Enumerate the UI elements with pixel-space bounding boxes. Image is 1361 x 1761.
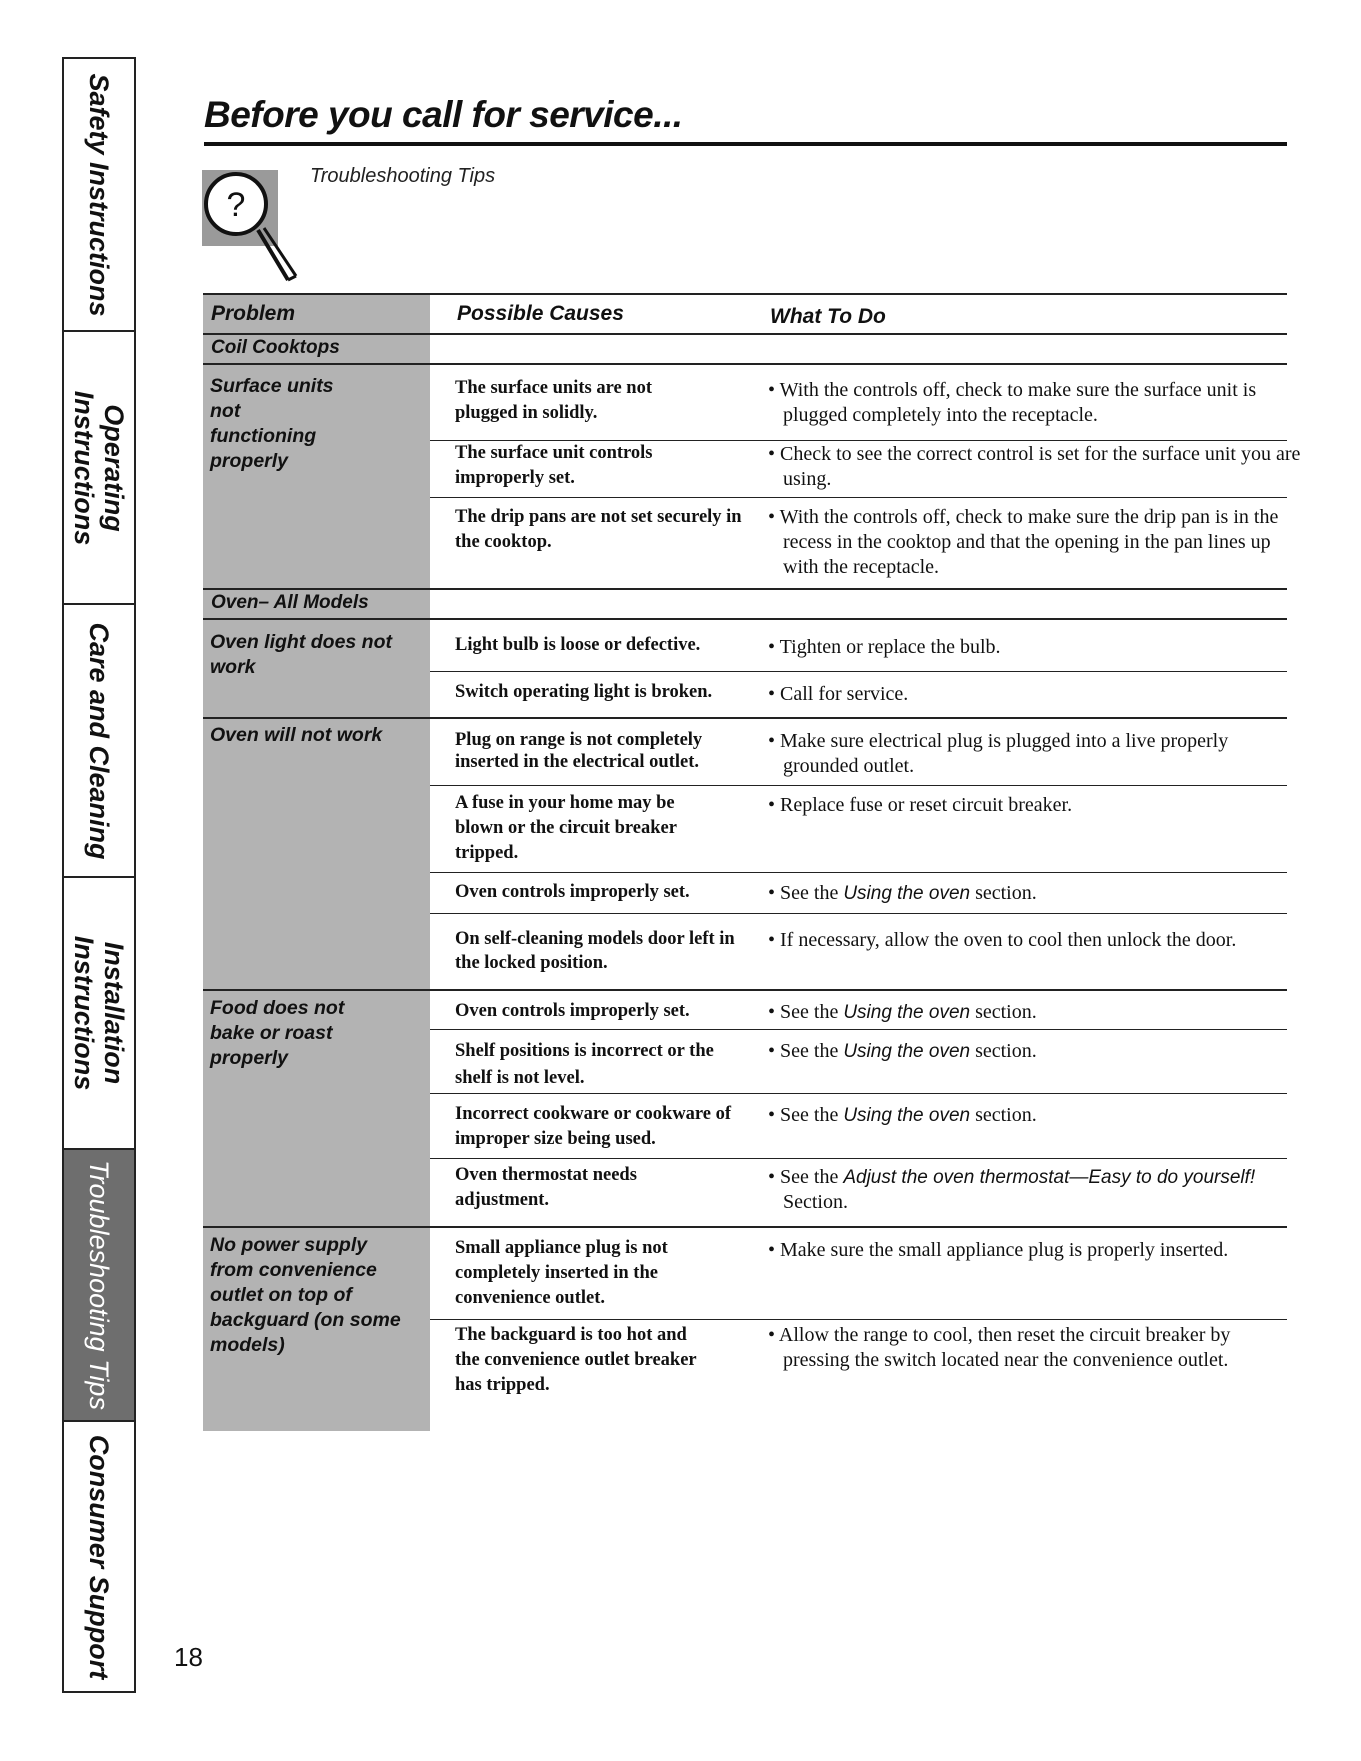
cause-text: Incorrect cookware or cookware of improper size being used. xyxy=(455,1104,732,1149)
todo-text: • See the Using the oven section. xyxy=(768,1001,1037,1023)
title-rule xyxy=(204,142,1287,146)
side-tab-operating-instructions[interactable] xyxy=(64,332,134,605)
todo-text: • Call for service. xyxy=(768,683,909,705)
row-rule xyxy=(430,1319,1287,1320)
todo-text: • With the controls off, check to make sure the surface unit is plugged completely into the receptacle. xyxy=(768,379,1257,426)
side-tabs xyxy=(62,57,136,1693)
todo-text: • Replace fuse or reset circuit breaker. xyxy=(768,794,1073,816)
side-tab-care-and-cleaning[interactable] xyxy=(64,605,134,878)
todo-text: • With the controls off, check to make sure the drip pan is in the recess in the cooktop and that the opening in the pan lines up with the receptacle. xyxy=(768,506,1279,578)
todo-text: • Check to see the correct control is set for the surface unit you are using. xyxy=(768,443,1301,490)
cause-text: On self-cleaning models door left in the locked position. xyxy=(455,929,735,973)
page-number: 18 xyxy=(174,1642,203,1672)
cause-text: The surface unit controls improperly set. xyxy=(455,443,653,488)
row-rule xyxy=(430,872,1287,873)
header-what-to-do: What To Do xyxy=(770,305,886,328)
side-tab-installation-instructions[interactable] xyxy=(64,878,134,1150)
cause-text: Plug on range is not completely inserted in the electrical outlet. xyxy=(455,730,703,772)
todo-text: • See the Using the oven section. xyxy=(768,882,1037,904)
cause-text: A fuse in your home may be blown or the circuit breaker tripped. xyxy=(455,793,677,863)
todo-text: • See the Using the oven section. xyxy=(768,1040,1037,1062)
row-rule xyxy=(430,913,1287,914)
tips-label: Troubleshooting Tips xyxy=(310,165,496,187)
problem-rule xyxy=(203,1226,1287,1228)
todo-text: • Allow the range to cool, then reset the circuit breaker by pressing the switch located near the convenience outlet. xyxy=(768,1324,1231,1371)
section-rule xyxy=(203,588,1287,590)
todo-text: • If necessary, allow the oven to cool then unlock the door. xyxy=(768,929,1237,951)
side-tab-safety-instructions[interactable] xyxy=(64,59,134,332)
row-rule xyxy=(430,1093,1287,1094)
section-oven-all-models: Oven– All Models xyxy=(211,592,369,613)
row-rule xyxy=(430,1029,1287,1030)
row-rule xyxy=(430,1158,1287,1159)
todo-text: • Tighten or replace the bulb. xyxy=(768,636,1001,658)
magnifier-question-icon xyxy=(202,168,302,288)
section-rule xyxy=(203,363,1287,365)
cause-text: Shelf positions is incorrect or the shelf is not level. xyxy=(455,1041,714,1088)
problem-rule xyxy=(203,717,1287,719)
page-title: Before you call for service... xyxy=(204,94,683,135)
side-tab-label: Consumer Support xyxy=(84,1434,114,1679)
svg-text:?: ? xyxy=(226,186,246,224)
header-rule xyxy=(203,333,1287,335)
section-rule xyxy=(203,618,1287,620)
side-tab-label: Safety Instructions xyxy=(84,72,114,317)
side-tab-consumer-support[interactable] xyxy=(64,1422,134,1691)
header-possible-causes: Possible Causes xyxy=(457,302,624,325)
cause-text: Light bulb is loose or defective. xyxy=(455,635,701,655)
side-tab-troubleshooting-tips[interactable] xyxy=(64,1150,134,1422)
cause-text: Oven thermostat needs adjustment. xyxy=(455,1165,637,1210)
todo-text: • See the Using the oven section. xyxy=(768,1104,1037,1126)
section-coil-cooktops: Coil Cooktops xyxy=(211,337,340,358)
cause-text: The drip pans are not set securely in the cooktop. xyxy=(455,507,742,552)
side-tab-label: Operating Instructions xyxy=(69,390,129,545)
problem-no-power-supply: No power supply from convenience outlet on top of backguard (on some models) xyxy=(210,1234,401,1356)
side-tab-label: Care and Cleaning xyxy=(84,621,114,860)
todo-text: • Make sure the small appliance plug is properly inserted. xyxy=(768,1239,1229,1261)
problem-oven-light: Oven light does not work xyxy=(210,631,393,678)
problem-food-does-not-bake: Food does not bake or roast properly xyxy=(210,997,345,1069)
cause-text: Oven controls improperly set. xyxy=(455,882,690,902)
row-rule xyxy=(430,671,1287,672)
side-tab-label: Troubleshooting Tips xyxy=(84,1160,114,1410)
cause-text: The surface units are not plugged in solidly. xyxy=(455,378,652,423)
todo-text: • Make sure electrical plug is plugged into a live properly grounded outlet. xyxy=(768,730,1229,777)
problem-rule xyxy=(203,989,1287,991)
problem-surface-units: Surface units not functioning properly xyxy=(210,375,334,472)
cause-text: The backguard is too hot and the convenience outlet breaker has tripped. xyxy=(455,1325,697,1395)
cause-text: Switch operating light is broken. xyxy=(455,682,713,702)
cause-text: Oven controls improperly set. xyxy=(455,1001,690,1021)
todo-text: • See the Adjust the oven thermostat—Easy to do yourself! Section. xyxy=(768,1166,1256,1213)
side-tab-label: Installation Instructions xyxy=(69,935,129,1091)
table-top-rule xyxy=(203,293,1287,295)
problem-oven-will-not-work: Oven will not work xyxy=(210,724,383,746)
row-rule xyxy=(430,497,1287,498)
row-rule xyxy=(430,785,1287,786)
header-problem: Problem xyxy=(211,302,296,325)
cause-text: Small appliance plug is not completely inserted in the convenience outlet. xyxy=(455,1238,668,1308)
